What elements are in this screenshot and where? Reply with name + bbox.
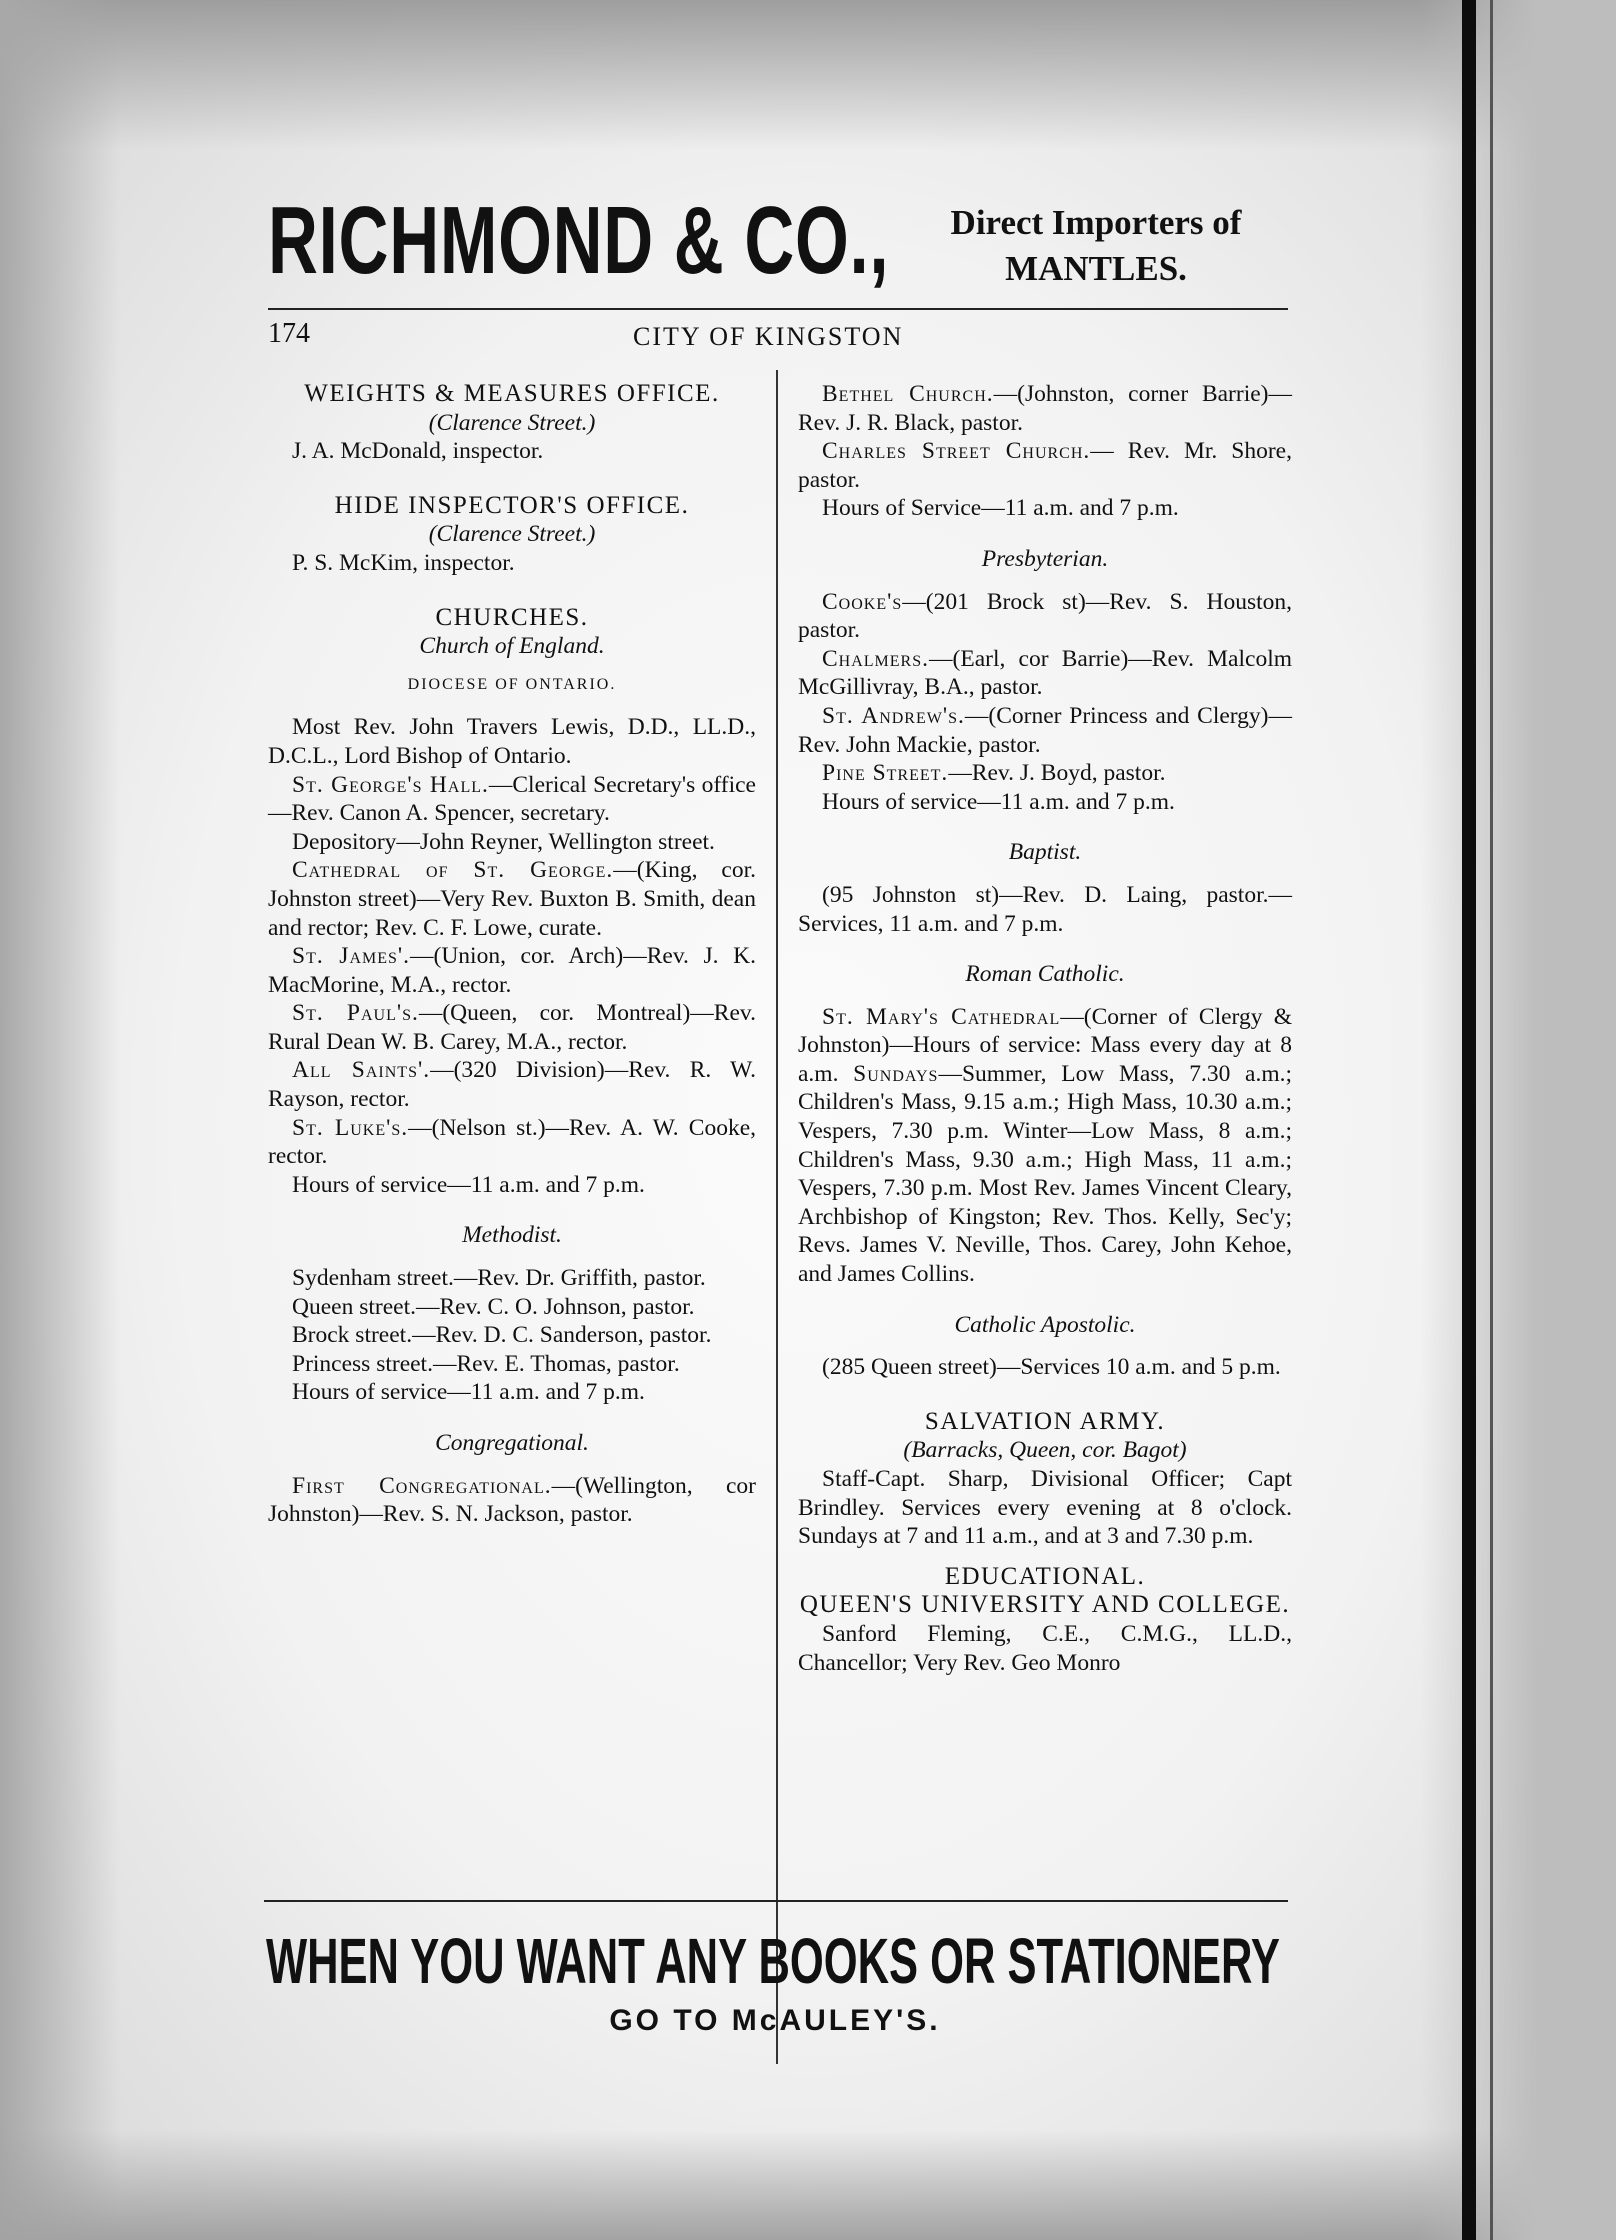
entry: Princess street.—Rev. E. Thomas, pastor. (292, 1350, 680, 1377)
entry: (95 Johnston st)—Rev. D. Laing, pastor.—Services, 11 a.m. and 7 p.m. (798, 881, 1292, 937)
entry-text: —(Johnston, corner Barrie)—Rev. J. R. Black, pastor. (798, 381, 1292, 436)
entry: Queen street.—Rev. C. O. Johnson, pastor. (292, 1293, 695, 1320)
entry: Hours of service—11 a.m. and 7 p.m. (292, 1379, 645, 1406)
entry (268, 1472, 756, 1529)
right-column (798, 380, 1292, 1677)
denomination-heading: Roman Catholic. (965, 961, 1125, 988)
page-number: 174 (268, 318, 310, 349)
entry-text: —Rev. J. Boyd, pastor. (948, 760, 1166, 787)
entry: Brock street.—Rev. D. C. Sanderson, pastor. (292, 1322, 712, 1349)
entry: J. A. McDonald, inspector. (292, 438, 544, 465)
entry: P. S. McKim, inspector. (292, 549, 515, 576)
running-head: CITY OF KINGSTON (633, 322, 904, 351)
entry (268, 771, 756, 828)
binding-edge (1462, 0, 1476, 2240)
entry (798, 1003, 1292, 1289)
entry: Depository—John Reyner, Wellington street. (292, 828, 715, 855)
entry-text: —(Union, cor. Arch)—Rev. J. K. MacMorine, M.A., rector. (268, 943, 756, 998)
sundays-label: Sundays (853, 1060, 939, 1087)
advertiser-name: RICHMOND & CO., (268, 187, 890, 294)
binding-edge-line (1490, 0, 1493, 2240)
scan-shadow-bottom (0, 2130, 1616, 2240)
entry-text: —(King, cor. Johnston street)—Very Rev. Buxton B. Smith, dean and rector; Rev. C. F. Lowe, curate. (268, 857, 756, 941)
scan-shadow-right (1420, 0, 1616, 2240)
entry-name: St. George's Hall. (292, 771, 489, 798)
section-address: (Clarence Street.) (428, 409, 596, 436)
entry-text: — Rev. Mr. Shore, pastor. (798, 438, 1292, 493)
entry-text: —(201 Brock st)—Rev. S. Houston, pastor. (798, 588, 1292, 644)
directory-page (260, 170, 1293, 2070)
entry (268, 1056, 756, 1113)
entry-text: —(Corner of Clergy & Johnston)—Hours of service: Mass every day at 8 a.m. (798, 1003, 1292, 1087)
entry-name: St. Luke's. (292, 1114, 409, 1141)
section-heading: QUEEN'S UNIVERSITY AND COLLEGE. (799, 1591, 1291, 1619)
entry-text: —(Queen, cor. Montreal)—Rev. Rural Dean W. B. Carey, M.A., rector. (268, 1000, 756, 1055)
entry-text: —(Corner Princess and Clergy)—Rev. John Mackie, pastor. (798, 702, 1292, 758)
entry-name: St. Paul's. (292, 1000, 419, 1027)
footer-ad-subline: GO TO McAULEY'S. (609, 2004, 941, 2037)
entry-name: Cathedral of St. George. (292, 857, 614, 884)
entry-text: —(Nelson st.)—Rev. A. W. Cooke, rector. (268, 1114, 756, 1170)
column-divider (776, 370, 778, 2064)
entry-name: Cooke's (822, 588, 903, 615)
denomination-heading: Baptist. (1008, 839, 1082, 866)
section-heading: EDUCATIONAL. (944, 1562, 1146, 1590)
denomination-heading: Church of England. (419, 633, 605, 660)
diocese-heading: DIOCESE OF ONTARIO. (407, 675, 617, 693)
tagline-line-2: MANTLES. (1005, 249, 1187, 288)
left-column (268, 380, 756, 1529)
entry (798, 380, 1292, 437)
advertiser-tagline (896, 200, 1296, 292)
entry-name: Bethel Church. (822, 381, 994, 407)
entry-text: —(320 Division)—Rev. R. W. Rayson, rector. (268, 1057, 756, 1113)
folio-line (268, 318, 1288, 358)
denomination-heading: Congregational. (435, 1430, 589, 1456)
header-rule (268, 308, 1288, 310)
entry-name: St. Andrew's. (822, 702, 965, 729)
denomination-heading: Catholic Apostolic. (954, 1311, 1136, 1338)
scan-shadow-left (0, 0, 120, 2240)
entry (798, 645, 1292, 702)
entry: Hours of Service—11 a.m. and 7 p.m. (822, 495, 1179, 522)
entry-text: —(Wellington, cor Johnston)—Rev. S. N. Jackson, pastor. (268, 1472, 756, 1528)
denomination-heading: Methodist. (462, 1222, 562, 1249)
entry (268, 942, 756, 999)
entry (798, 702, 1292, 759)
entry-name: All Saints'. (292, 1057, 431, 1084)
section-heading: WEIGHTS & MEASURES OFFICE. (304, 380, 720, 407)
entry-name: Pine Street. (822, 760, 949, 787)
entry-name: Charles Street Church. (822, 438, 1091, 465)
entry (798, 759, 1292, 788)
entry: Sydenham street.—Rev. Dr. Griffith, pastor. (292, 1265, 706, 1292)
entry: Most Rev. John Travers Lewis, D.D., LL.D., D.C.L., Lord Bishop of Ontario. (268, 714, 756, 769)
entry-name: Chalmers. (822, 645, 930, 672)
advertisement-header (268, 186, 1288, 326)
scan-shadow-top (0, 0, 1616, 150)
entry-text: —(Earl, cor Barrie)—Rev. Malcolm McGillivray, B.A., pastor. (798, 645, 1292, 701)
entry-name: First Congregational. (292, 1472, 552, 1499)
section-heading: CHURCHES. (435, 603, 589, 631)
entry-text: —Summer, Low Mass, 7.30 a.m.; Children's Mass, 9.15 a.m.; High Mass, 10.30 a.m.; Vespers, 7.30 p.m. Winter—Low Mass, 8 a.m.; Children's Mass, 9.30 a.m.; High Mass, 11 a.m.; Vespers, 7.30 p.m. Most Rev. James Vincent Cleary, Archbishop of Kingston; Rev. Thos. Kelly, Sec'y; Revs. James V. Neville, Thos. Carey, John Kehoe, and James Collins. (798, 1060, 1293, 1288)
tagline-line-1: Direct Importers of (950, 203, 1242, 242)
section-address: (Barracks, Queen, cor. Bagot) (903, 1437, 1187, 1464)
footer-rule (264, 1900, 1288, 1902)
entry: Hours of service—11 a.m. and 7 p.m. (292, 1171, 645, 1198)
entry (798, 588, 1292, 645)
entry: Sanford Fleming, C.E., C.M.G., LL.D., Chancellor; Very Rev. Geo Monro (798, 1620, 1292, 1676)
entry: Staff-Capt. Sharp, Divisional Officer; Capt Brindley. Services every evening at 8 o'clock. Sundays at 7 and 11 a.m., and at 3 and 7.30 p.m. (798, 1466, 1292, 1550)
entry (798, 437, 1292, 494)
section-heading: SALVATION ARMY. (924, 1407, 1166, 1435)
entry (268, 856, 756, 942)
entry: Hours of service—11 a.m. and 7 p.m. (822, 788, 1175, 815)
entry: (285 Queen street)—Services 10 a.m. and 5 p.m. (822, 1354, 1281, 1381)
entry (268, 999, 756, 1056)
section-address: (Clarence Street.) (428, 521, 596, 548)
entry (268, 1114, 756, 1171)
denomination-heading: Presbyterian. (981, 545, 1109, 572)
section-heading: HIDE INSPECTOR'S OFFICE. (334, 491, 690, 519)
entry-name: St. Mary's Cathedral (822, 1003, 1061, 1030)
advertisement-footer (260, 1900, 1290, 2070)
footer-ad-headline: WHEN YOU WANT ANY BOOKS OR STATIONERY (266, 1925, 1280, 1997)
entry-text: —Clerical Secretary's office—Rev. Canon A. Spencer, secretary. (268, 771, 756, 827)
entry-name: St. James'. (292, 943, 411, 970)
